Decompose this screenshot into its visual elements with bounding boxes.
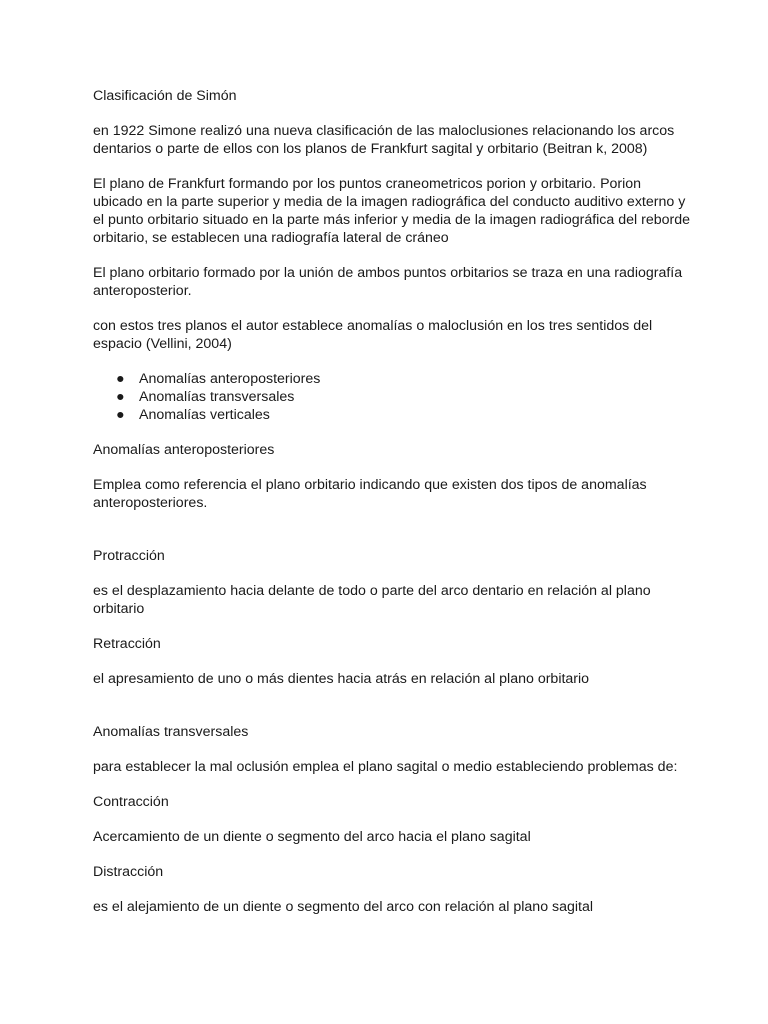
retraccion-paragraph: el apresamiento de uno o más dientes hacia atrás en relación al plano orbitario xyxy=(93,671,590,687)
contraccion-heading: Contracción xyxy=(93,794,169,810)
bullet-icon: ● xyxy=(116,389,125,405)
retraccion-heading: Retracción xyxy=(93,636,161,652)
intro-paragraph: en 1922 Simone realizó una nueva clasificación de las maloclusiones relacionando los arcos dentarios o parte de ellos con los planos de Frankfurt sagital y orbitario (Beitran k, 2008) xyxy=(93,123,675,157)
list-item xyxy=(93,388,693,406)
list-item xyxy=(93,370,693,388)
protraccion-heading: Protracción xyxy=(93,548,165,564)
anomalies-list xyxy=(93,370,693,424)
bullet-icon: ● xyxy=(116,407,125,423)
list-item-label: Anomalías anteroposteriores xyxy=(139,371,321,387)
tres-planos-paragraph: con estos tres planos el autor establece anomalías o maloclusión en los tres sentidos del espacio (Vellini, 2004) xyxy=(93,318,653,352)
document-page xyxy=(93,87,693,933)
list-item-label: Anomalías verticales xyxy=(139,407,270,423)
distraccion-paragraph: es el alejamiento de un diente o segmento del arco con relación al plano sagital xyxy=(93,899,594,915)
protraccion-paragraph: es el desplazamiento hacia delante de todo o parte del arco dentario en relación al plano orbitario xyxy=(93,583,651,617)
bullet-icon: ● xyxy=(116,371,125,387)
list-item xyxy=(93,406,693,424)
ap-heading: Anomalías anteroposteriores xyxy=(93,442,275,458)
frankfurt-paragraph: El plano de Frankfurt formando por los puntos craneometricos porion y orbitario. Porion ubicado en la parte superior y media de la imagen radiográfica del conducto auditivo externo y el punto orbitario situado en la parte más inferior y media de la imagen radiográfica del reborde orbitario, se establecen una radiografía lateral de cráneo xyxy=(93,176,691,246)
orbitario-paragraph: El plano orbitario formado por la unión de ambos puntos orbitarios se traza en una radiografía anteroposterior. xyxy=(93,265,683,299)
ap-paragraph: Emplea como referencia el plano orbitario indicando que existen dos tipos de anomalías anteroposteriores. xyxy=(93,477,647,511)
contraccion-paragraph: Acercamiento de un diente o segmento del arco hacia el plano sagital xyxy=(93,829,531,845)
document-title: Clasificación de Simón xyxy=(93,88,237,104)
list-item-label: Anomalías transversales xyxy=(139,389,295,405)
transversales-heading: Anomalías transversales xyxy=(93,724,249,740)
transversales-paragraph: para establecer la mal oclusión emplea el plano sagital o medio estableciendo problemas de: xyxy=(93,759,678,775)
distraccion-heading: Distracción xyxy=(93,864,164,880)
